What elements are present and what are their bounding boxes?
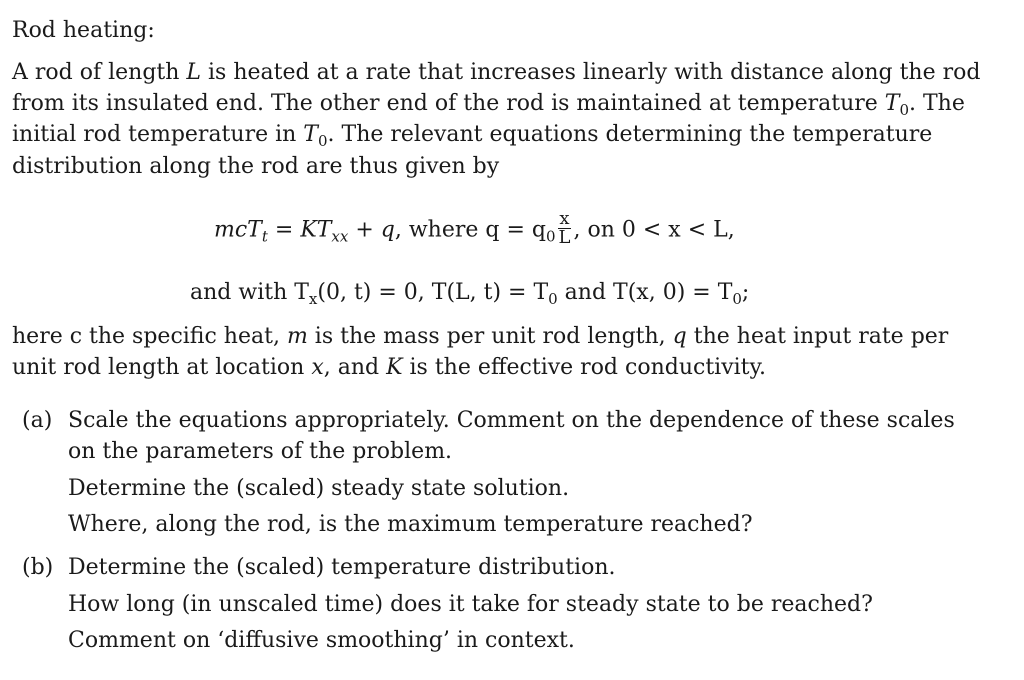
boundary-conditions: and with $T_x(0$, t) = 0, T(L, $t) = T_0$ and T(x, $0) = T_0$; (190, 280, 750, 308)
x-over-L-fraction: $\frac{x}{L}$ (558, 208, 571, 248)
heat-equation: $mcT_t = KT_{xx} + q$, where $q = q_0$ $\frac{x}{L}$ , on 0 < x < L, (214, 208, 735, 248)
part-a-line: Scale the equations appropriately. Comment on the dependence of these scales (68, 408, 955, 433)
problem-title: Rod heating: (12, 18, 155, 43)
part-b-line: Determine the (scaled) temperature distribution. (68, 555, 616, 580)
part-a-line: Where, along the rod, is the maximum temperature reached? (68, 512, 753, 537)
intro-line-4: distribution along the rod are thus given by (12, 154, 500, 179)
intro-line-3: initial rod temperature in $T_0$. The relevant equations determining the temperature (12, 122, 933, 150)
part-a-line: Determine the (scaled) steady state solution. (68, 476, 570, 501)
part-b-line: How long (in unscaled time) does it take for steady state to be reached? (68, 592, 873, 617)
part-a-label: (a) (22, 408, 53, 433)
part-b-line: Comment on ‘diffusive smoothing’ in context. (68, 628, 575, 653)
intro-line-1: A rod of length L is heated at a rate that increases linearly with distance along the rod (12, 60, 981, 85)
intro-line-2: from its insulated end. The other end of the rod is maintained at temperature $T_0$. The (12, 91, 965, 119)
part-a-line: on the parameters of the problem. (68, 439, 453, 464)
definitions-line-1: here c the specific heat, m is the mass per unit rod length, q the heat input rate per (12, 324, 949, 349)
definitions-line-2: unit rod length at location x, and K is the effective rod conductivity. (12, 355, 767, 380)
part-b-label: (b) (22, 555, 54, 580)
